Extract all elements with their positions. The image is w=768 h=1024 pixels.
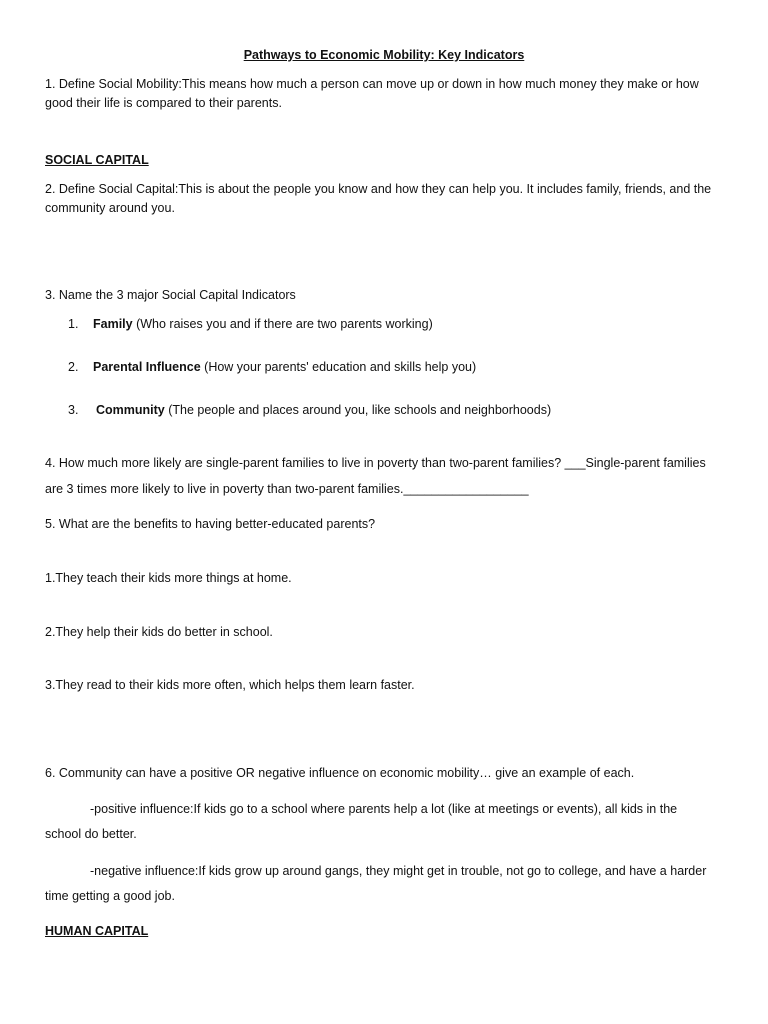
- indicator-item: [93, 360, 476, 375]
- indicator-term: Community: [96, 403, 165, 417]
- social-capital-heading: SOCIAL CAPITAL: [45, 153, 149, 167]
- indicator-term: Family: [93, 317, 133, 331]
- q5-answer: 3.They read to their kids more often, which helps them learn faster.: [45, 678, 415, 692]
- human-capital-heading: HUMAN CAPITAL: [45, 924, 149, 938]
- q2-line-1: 2. Define Social Capital:This is about the people you know and how they can help you. It includes family, friends, and the: [45, 182, 712, 196]
- q5-prompt: 5. What are the benefits to having better-educated parents?: [45, 517, 376, 531]
- q3-prompt: 3. Name the 3 major Social Capital Indicators: [45, 288, 296, 302]
- indicator-item: [96, 403, 551, 418]
- indicator-number: 1.: [68, 317, 79, 331]
- q5-answer: 2.They help their kids do better in school.: [45, 625, 273, 639]
- q6-positive-line-2: school do better.: [45, 827, 137, 841]
- q1-line-1: 1. Define Social Mobility:This means how much a person can move up or down in how much money they make or how: [45, 77, 699, 91]
- q4-line-1: 4. How much more likely are single-parent families to live in poverty than two-parent families? ___Single-parent families: [45, 456, 706, 470]
- indicator-item: [93, 317, 433, 332]
- document-title: Pathways to Economic Mobility: Key Indicators: [243, 48, 525, 62]
- q1-line-2: good their life is compared to their parents.: [45, 96, 282, 110]
- q6-positive-line-1: -positive influence:If kids go to a school where parents help a lot (like at meetings or events), all kids in the: [90, 802, 678, 816]
- q6-negative-line-1: -negative influence:If kids grow up around gangs, they might get in trouble, not go to college, and have a harder: [90, 864, 707, 878]
- indicator-term: Parental Influence: [93, 360, 201, 374]
- q4-line-2: are 3 times more likely to live in poverty than two-parent families.__________________: [45, 482, 529, 496]
- q6-prompt: 6. Community can have a positive OR negative influence on economic mobility… give an example of each.: [45, 766, 635, 780]
- indicator-number: 3.: [68, 403, 79, 417]
- indicator-number: 2.: [68, 360, 79, 374]
- q5-answer: 1.They teach their kids more things at home.: [45, 571, 292, 585]
- indicator-description: (Who raises you and if there are two parents working): [132, 317, 433, 331]
- q2-line-2: community around you.: [45, 201, 175, 215]
- q6-negative-line-2: time getting a good job.: [45, 889, 175, 903]
- indicator-description: (How your parents' education and skills help you): [200, 360, 477, 374]
- indicator-description: (The people and places around you, like schools and neighborhoods): [164, 403, 552, 417]
